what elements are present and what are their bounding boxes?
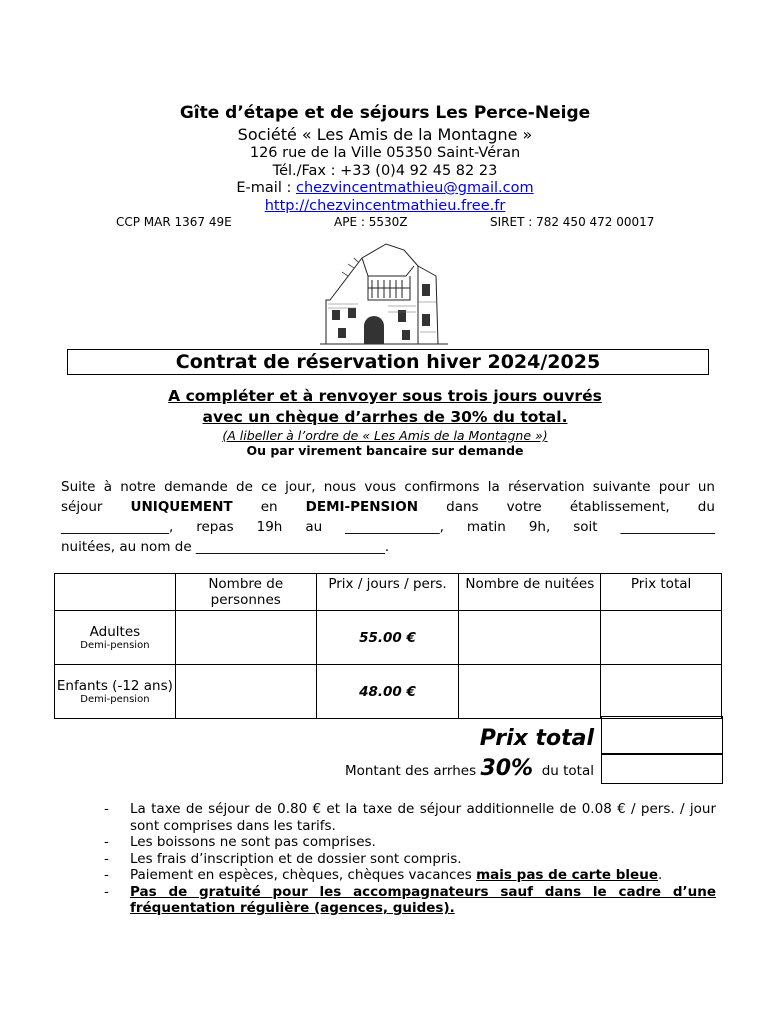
deposit-percent: 30% [480, 756, 534, 781]
intro-word: du [697, 499, 715, 515]
instruction-line-1: A compléter et à renvoyer sous trois jours ouvrés [168, 387, 602, 405]
intro-line-4-name: nuitées, au nom de ____________________________. [61, 539, 390, 555]
row-label: Adultes [89, 624, 141, 640]
list-item: - Paiement en espèces, chèques, chèques vacances mais pas de carte bleue. [104, 867, 716, 884]
reservation-table [54, 573, 722, 719]
list-item: - Les boissons ne sont pas comprises. [104, 834, 716, 851]
intro-line-1: Suite à notre demande de ce jour, nous vous confirmons la réservation suivante pour un [61, 479, 715, 495]
intro-word: en [260, 499, 278, 515]
building-sketch-image [318, 236, 450, 348]
gratuity-condition: Pas de gratuité pour les accompagnateurs sauf dans le cadre d’une fréquentation régulière (agences, guides). [130, 883, 716, 916]
email-label: E-mail : [236, 180, 296, 196]
instruction-line-2: avec un chèque d’arrhes de 30% du total. [202, 408, 568, 426]
list-item: - Les frais d’inscription et de dossier sont compris. [104, 851, 716, 868]
deposit-prefix: Montant des arrhes [344, 763, 477, 779]
tax-condition: La taxe de séjour de 0.80 € et la taxe de séjour additionnelle de 0.08 € / pers. / jour sont comprises dans les tarifs. [130, 801, 716, 834]
email-link[interactable]: chezvincentmathieu@gmail.com [295, 180, 534, 196]
intro-word: dans [446, 499, 479, 515]
deposit-line [345, 756, 594, 781]
payment-condition: Paiement en espèces, chèques, chèques vacances mais pas de carte bleue. [130, 867, 663, 883]
adults-nights-cell[interactable] [459, 611, 601, 665]
intro-word: votre [506, 499, 542, 515]
deposit-amount-box[interactable] [601, 753, 723, 784]
children-price: 48.00 € [316, 665, 459, 719]
siret-number: SIRET : 782 450 472 00017 [490, 215, 655, 229]
table-header-cell: Prix / jours / pers. [316, 574, 459, 611]
adults-price: 55.00 € [316, 611, 459, 665]
children-count-cell[interactable] [175, 665, 316, 719]
no-card-warning: mais pas de carte bleue [476, 867, 658, 883]
deposit-suffix: du total [541, 763, 594, 779]
intro-word-uniquement: UNIQUEMENT [130, 499, 233, 515]
intro-word: établissement, [569, 499, 670, 515]
list-item: - La taxe de séjour de 0.80 € et la taxe de séjour additionnelle de 0.08 € / pers. / jour sont comprises dans les tarifs. [104, 801, 716, 834]
row-label: Enfants (-12 ans) [56, 678, 173, 694]
email-line [0, 180, 770, 196]
intro-paragraph [61, 477, 715, 557]
address: 126 rue de la Ville 05350 Saint-Véran [249, 145, 521, 161]
ccp-number: CCP MAR 1367 49E [116, 215, 232, 229]
intro-word: séjour [61, 499, 103, 515]
adults-total-cell[interactable] [601, 611, 722, 665]
contract-title: Contrat de réservation hiver 2024/2025 [67, 349, 709, 375]
row-sublabel: Demi-pension [80, 694, 150, 705]
payable-to: (A libeller à l’ordre de « Les Amis de la Montagne ») [222, 428, 548, 443]
row-sublabel: Demi-pension [80, 640, 150, 651]
grand-total-label: Prix total [479, 726, 594, 751]
children-total-cell[interactable] [601, 665, 722, 719]
phone: Tél./Fax : +33 (0)4 92 45 82 23 [272, 163, 498, 179]
intro-word-demi-pension: DEMI-PENSION [305, 499, 419, 515]
grand-total-box[interactable] [601, 716, 723, 755]
adults-count-cell[interactable] [175, 611, 316, 665]
website-line [0, 198, 770, 214]
table-row-adults [55, 611, 722, 665]
row-label-cell [55, 611, 176, 665]
table-header-cell: Prix total [601, 574, 722, 611]
fees-condition: Les frais d’inscription et de dossier sont compris. [130, 850, 462, 867]
company-name: Société « Les Amis de la Montagne » [237, 125, 533, 144]
table-row-children [55, 665, 722, 719]
children-nights-cell[interactable] [459, 665, 601, 719]
list-item: - Pas de gratuité pour les accompagnateurs sauf dans le cadre d’une fréquentation régulière (agences, guides). [104, 883, 716, 916]
table-header-cell: Nombre de nuitées [459, 574, 601, 611]
row-label-cell [55, 665, 176, 719]
website-link[interactable]: http://chezvincentmathieu.free.fr [264, 198, 506, 214]
conditions-list [104, 801, 716, 917]
drinks-condition: Les boissons ne sont pas comprises. [130, 834, 376, 850]
bank-transfer-note: Ou par virement bancaire sur demande [246, 443, 524, 458]
intro-line-2 [61, 497, 715, 517]
intro-line-3-dates: ________________, repas 19h au ______________, matin 9h, soit ______________ [61, 519, 715, 535]
ape-code: APE : 5530Z [334, 215, 408, 229]
table-header-cell [55, 574, 176, 611]
lodge-title: Gîte d’étape et de séjours Les Perce-Neige [179, 103, 591, 123]
table-header-cell: Nombre de personnes [175, 574, 316, 611]
table-header-row [55, 574, 722, 611]
